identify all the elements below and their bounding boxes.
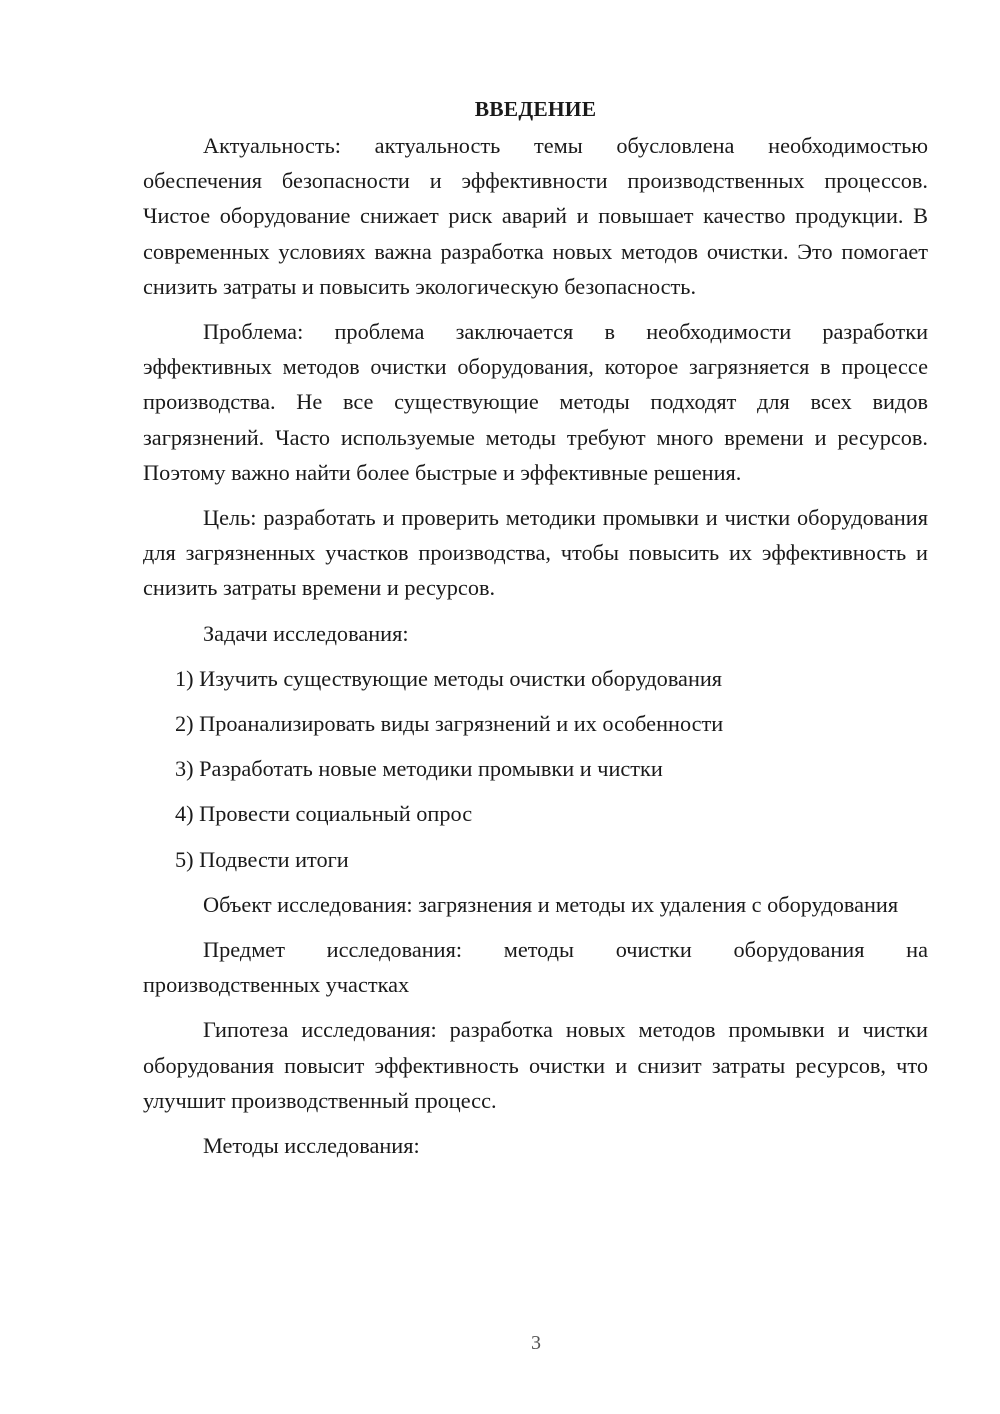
paragraph-object: Объект исследования: загрязнения и методы их удаления с оборудования <box>203 891 899 917</box>
list-item: 2) Проанализировать виды загрязнений и их особенности <box>175 711 724 737</box>
page-number: 3 <box>531 1332 541 1354</box>
document-page <box>143 92 928 1173</box>
paragraph-hypothesis: Гипотеза исследования: разработка новых методов промывки и чистки оборудования повысит эффективность очистки и снизит затраты ресурсов, что улучшит производственный процесс. <box>143 1017 928 1113</box>
paragraph-tasks-heading: Задачи исследования: <box>203 620 409 646</box>
tasks-list <box>143 661 928 877</box>
paragraph-problem: Проблема: проблема заключается в необходимости разработки эффективных методов очистки оборудования, которое загрязняется в процессе производства. Не все существующие методы подходят для всех видов загрязнений. Часто используемые методы требуют много времени и ресурсов. Поэтому важно найти более быстрые и эффективные решения. <box>143 319 928 485</box>
paragraph-goal: Цель: разработать и проверить методики промывки и чистки оборудования для загрязненных участков производства, чтобы повысить их эффективность и снизить затраты времени и ресурсов. <box>143 505 928 601</box>
paragraph-subject: Предмет исследования: методы очистки оборудования на производственных участках <box>143 937 928 998</box>
list-item: 5) Подвести итоги <box>175 846 349 872</box>
page-title: ВВЕДЕНИЕ <box>474 97 597 121</box>
list-item: 1) Изучить существующие методы очистки оборудования <box>175 665 723 691</box>
list-item: 3) Разработать новые методики промывки и чистки <box>175 756 663 782</box>
paragraph-methods: Методы исследования: <box>203 1133 420 1159</box>
list-item: 4) Провести социальный опрос <box>175 801 473 827</box>
paragraph-relevance: Актуальность: актуальность темы обусловлена необходимостью обеспечения безопасности и эффективности производственных процессов. Чистое оборудование снижает риск аварий и повышает качество продукции. В современных условиях важна разработка новых методов очистки. Это помогает снизить затраты и повысить экологическую безопасность. <box>143 133 928 299</box>
